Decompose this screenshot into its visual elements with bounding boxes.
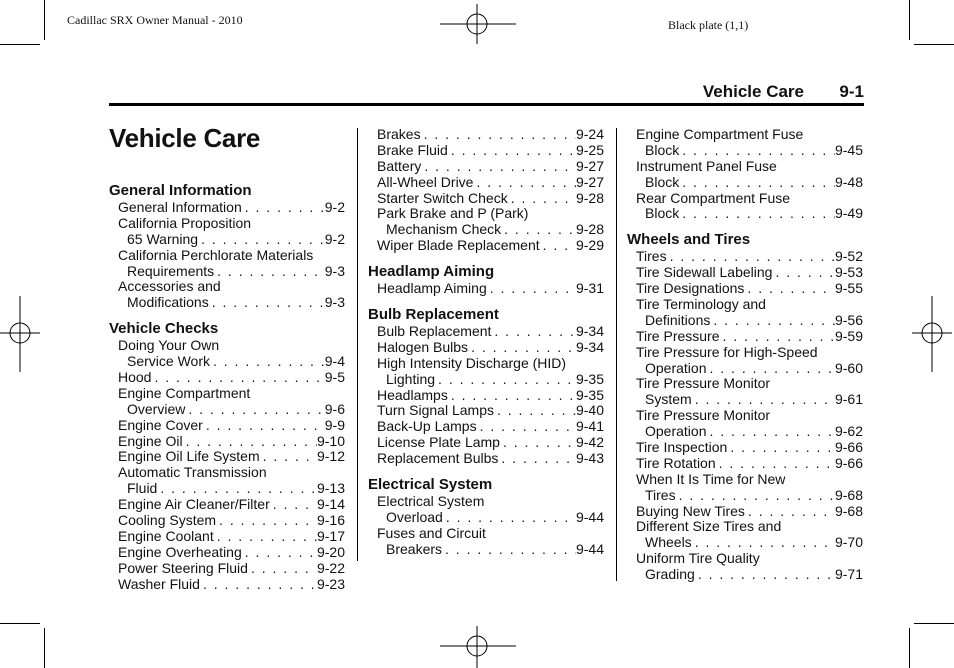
toc-entry-title: Service Work — [127, 353, 210, 370]
toc-entry[interactable] — [368, 324, 604, 340]
toc-entry-page: 9-2 — [324, 199, 345, 215]
toc-leader-dots — [203, 418, 325, 434]
toc-entry[interactable] — [368, 403, 604, 419]
toc-entry-page: 9-23 — [316, 575, 345, 592]
toc-entry-title: Headlamps — [377, 386, 448, 403]
toc-entry-page: 9-68 — [834, 502, 863, 519]
section-header-page-number: 9-1 — [839, 82, 864, 101]
toc-entry-page: 9-52 — [834, 248, 863, 265]
toc-entry[interactable] — [368, 510, 604, 526]
toc-entry-page: 9-13 — [316, 480, 345, 497]
toc-entry[interactable] — [627, 281, 863, 297]
toc-entry-line: Rear Compartment Fuse — [636, 189, 791, 206]
toc-entry-line: Tire Pressure Monitor — [636, 407, 771, 424]
toc-entry[interactable] — [109, 481, 345, 497]
toc-leader-dots — [540, 238, 576, 254]
toc-entry-title: Hood — [118, 369, 152, 386]
toc-column-1 — [109, 182, 345, 592]
toc-entry[interactable] — [368, 143, 604, 159]
toc-leader-dots — [676, 488, 835, 504]
toc-leader-dots — [679, 206, 835, 222]
toc-entry-title: Breakers — [386, 540, 443, 557]
toc-entry-title: Bulb Replacement — [377, 323, 492, 340]
toc-entry-title: Definitions — [645, 311, 711, 328]
toc-entry-line: Engine Compartment — [118, 384, 251, 401]
toc-entry-page: 9-56 — [834, 311, 863, 328]
toc-entry-title: Operation — [645, 359, 707, 376]
toc-entry-title: Requirements — [127, 262, 215, 279]
toc-entry-title: Power Steering Fluid — [118, 559, 248, 576]
toc-leader-dots — [487, 281, 576, 297]
toc-entry[interactable] — [109, 449, 345, 465]
toc-entry-page: 9-49 — [834, 205, 863, 222]
toc-entry-page: 9-3 — [324, 294, 345, 311]
registration-mark-bottom-icon — [440, 626, 516, 668]
toc-entry-title: Brake Fluid — [377, 141, 448, 158]
toc-entry-title: Engine Overheating — [118, 543, 242, 560]
toc-entry-title: Lighting — [386, 370, 436, 387]
toc-leader-dots — [443, 510, 576, 526]
toc-column-2 — [368, 127, 604, 558]
toc-leader-dots — [679, 143, 835, 159]
toc-leader-dots — [710, 313, 835, 329]
toc-leader-dots — [745, 504, 835, 520]
toc-entry[interactable] — [368, 340, 604, 356]
toc-leader-dots — [242, 200, 325, 216]
toc-entry-page: 9-35 — [575, 370, 604, 387]
toc-entry[interactable] — [368, 388, 604, 404]
toc-entry-title: General Information — [118, 199, 242, 215]
toc-entry-page: 9-24 — [575, 126, 604, 142]
toc-entry-title: Brakes — [377, 126, 421, 142]
toc-leader-dots — [216, 513, 317, 529]
toc-entry[interactable] — [109, 370, 345, 386]
toc-section-heading: General Information — [109, 182, 252, 199]
toc-entry-title: Engine Air Cleaner/Filter — [118, 496, 270, 513]
toc-entry-title: System — [645, 391, 692, 408]
toc-entry[interactable] — [368, 372, 604, 388]
toc-entry-line: Different Size Tires and — [636, 518, 782, 535]
toc-entry-title: Washer Fluid — [118, 575, 200, 592]
registration-mark-top-icon — [440, 4, 516, 44]
toc-entry-page: 9-35 — [575, 386, 604, 403]
column-divider-1 — [357, 128, 358, 561]
toc-entry-page: 9-34 — [575, 323, 604, 340]
toc-entry-title: All-Wheel Drive — [377, 173, 474, 190]
toc-leader-dots — [260, 449, 317, 465]
toc-entry-page: 9-61 — [834, 391, 863, 408]
crop-mark-top-left-h — [0, 44, 40, 45]
column-divider-2 — [616, 128, 617, 581]
chapter-title: Vehicle Care — [109, 123, 261, 153]
toc-entry-page: 9-27 — [575, 173, 604, 190]
section-header-title: Vehicle Care — [702, 82, 804, 101]
toc-entry-page: 9-27 — [575, 157, 604, 174]
toc-entry-title: Engine Oil Life System — [118, 448, 260, 465]
toc-entry-page: 9-28 — [575, 221, 604, 238]
toc-entry-line: California Perchlorate Materials — [118, 246, 314, 263]
toc-leader-dots — [720, 329, 835, 345]
toc-leader-dots — [477, 419, 576, 435]
toc-entry[interactable] — [368, 419, 604, 435]
toc-entry-title: Block — [645, 173, 680, 190]
toc-entry-page: 9-42 — [575, 434, 604, 451]
toc-section-heading: Bulb Replacement — [368, 306, 499, 324]
toc-leader-dots — [498, 451, 576, 467]
toc-entry-title: Tire Sidewall Labeling — [636, 264, 773, 281]
toc-entry[interactable] — [627, 567, 863, 583]
toc-entry[interactable] — [368, 191, 604, 207]
toc-leader-dots — [210, 354, 325, 370]
toc-entry-line: Tire Terminology and — [636, 296, 766, 313]
toc-entry-title: Tire Pressure — [636, 327, 720, 344]
toc-entry-page: 9-16 — [316, 512, 345, 529]
toc-leader-dots — [679, 175, 835, 191]
toc-entry-page: 9-3 — [324, 262, 345, 279]
toc-entry[interactable] — [627, 329, 863, 345]
toc-entry[interactable] — [368, 222, 604, 238]
toc-entry-page: 9-22 — [316, 559, 345, 576]
toc-entry[interactable] — [368, 159, 604, 175]
toc-entry-title: Halogen Bulbs — [377, 338, 469, 355]
toc-leader-dots — [508, 191, 576, 207]
crop-mark-bottom-left-v — [44, 628, 45, 668]
toc-entry-title: Wheels — [645, 534, 692, 551]
toc-entry-page: 9-12 — [316, 448, 345, 465]
toc-entry-title: Cooling System — [118, 512, 217, 529]
toc-entry-title: Tire Designations — [636, 280, 745, 297]
toc-entry[interactable] — [109, 529, 345, 545]
toc-leader-dots — [248, 561, 317, 577]
toc-leader-dots — [501, 222, 576, 238]
toc-entry-title: Engine Coolant — [118, 527, 214, 544]
toc-entry[interactable] — [109, 545, 345, 561]
toc-entry-title: Headlamp Aiming — [377, 280, 487, 297]
crop-mark-top-right-h — [914, 44, 954, 45]
toc-entry-title: Wiper Blade Replacement — [377, 237, 540, 254]
toc-entry-page: 9-6 — [324, 400, 345, 417]
toc-leader-dots — [716, 456, 835, 472]
toc-leader-dots — [727, 440, 835, 456]
toc-leader-dots — [448, 143, 576, 159]
toc-entry[interactable] — [109, 354, 345, 370]
toc-entry[interactable] — [368, 451, 604, 467]
toc-entry-page: 9-34 — [575, 338, 604, 355]
toc-entry[interactable] — [627, 143, 863, 159]
crop-mark-bottom-left-h — [0, 623, 40, 624]
toc-entry-title: Tire Inspection — [636, 439, 728, 456]
toc-entry[interactable] — [627, 361, 863, 377]
toc-leader-dots — [214, 529, 317, 545]
toc-entry[interactable] — [368, 175, 604, 191]
toc-leader-dots — [491, 324, 576, 340]
toc-entry[interactable] — [627, 249, 863, 265]
toc-entry[interactable] — [109, 200, 345, 216]
toc-entry-title: Mechanism Check — [386, 221, 502, 238]
toc-entry[interactable] — [109, 418, 345, 434]
toc-entry-title: Tires — [645, 486, 676, 503]
toc-entry-page: 9-55 — [834, 280, 863, 297]
toc-leader-dots — [435, 372, 576, 388]
toc-entry-line: Park Brake and P (Park) — [377, 205, 529, 222]
toc-leader-dots — [695, 567, 835, 583]
toc-entry[interactable] — [627, 488, 863, 504]
toc-entry[interactable] — [368, 238, 604, 254]
toc-leader-dots — [214, 264, 325, 280]
toc-entry[interactable] — [109, 434, 345, 450]
toc-entry-title: Replacement Bulbs — [377, 450, 499, 467]
section-header-rule — [109, 103, 864, 106]
toc-leader-dots — [209, 295, 325, 311]
toc-column-3 — [627, 127, 863, 583]
toc-entry-page: 9-48 — [834, 173, 863, 190]
toc-entry-title: Battery — [377, 157, 422, 174]
toc-section-heading: Headlamp Aiming — [368, 263, 495, 281]
toc-leader-dots — [744, 281, 835, 297]
crop-mark-bottom-right-v — [909, 628, 910, 668]
toc-entry-title: Fluid — [127, 480, 158, 497]
toc-leader-dots — [198, 232, 325, 248]
crop-mark-top-right-v — [909, 0, 910, 40]
toc-leader-dots — [242, 545, 317, 561]
toc-entry-title: Operation — [645, 423, 707, 440]
toc-section-heading: Vehicle Checks — [109, 320, 219, 338]
toc-entry[interactable] — [627, 206, 863, 222]
toc-leader-dots — [270, 497, 317, 513]
toc-leader-dots — [200, 577, 317, 593]
print-header-right: Black plate (1,1) — [668, 18, 749, 32]
toc-leader-dots — [468, 340, 576, 356]
toc-entry-title: Modifications — [127, 294, 209, 311]
toc-entry-title: Starter Switch Check — [377, 189, 508, 206]
toc-entry-line: High Intensity Discharge (HID) — [377, 354, 567, 371]
toc-entry-page: 9-10 — [316, 432, 345, 449]
toc-entry-line: Tire Pressure Monitor — [636, 375, 771, 392]
toc-entry-page: 9-68 — [834, 486, 863, 503]
toc-entry-title: Block — [645, 205, 680, 222]
toc-leader-dots — [473, 175, 576, 191]
toc-entry[interactable] — [627, 504, 863, 520]
toc-entry-page: 9-44 — [575, 508, 604, 525]
section-header-bar — [109, 80, 864, 106]
toc-leader-dots — [692, 535, 835, 551]
toc-entry[interactable] — [627, 535, 863, 551]
toc-entry[interactable] — [627, 424, 863, 440]
toc-entry-page: 9-4 — [324, 353, 345, 370]
toc-entry[interactable] — [627, 175, 863, 191]
toc-entry-title: Block — [645, 141, 680, 158]
toc-leader-dots — [706, 424, 834, 440]
toc-entry-title: Back-Up Lamps — [377, 418, 477, 435]
toc-leader-dots — [448, 388, 576, 404]
toc-section-heading: Electrical System — [368, 476, 493, 494]
registration-mark-left-icon — [0, 296, 40, 372]
toc-entry-line: Engine Compartment Fuse — [636, 126, 804, 142]
toc-entry-title: Turn Signal Lamps — [377, 402, 494, 419]
toc-entry[interactable] — [109, 577, 345, 593]
toc-entry-page: 9-28 — [575, 189, 604, 206]
toc-leader-dots — [500, 435, 576, 451]
toc-section-heading: Wheels and Tires — [627, 231, 751, 249]
toc-leader-dots — [692, 392, 835, 408]
crop-mark-top-left-v — [44, 0, 45, 40]
toc-entry-page: 9-14 — [316, 496, 345, 513]
toc-entry-page: 9-66 — [834, 439, 863, 456]
toc-entry-page: 9-43 — [575, 450, 604, 467]
toc-leader-dots — [421, 127, 576, 143]
toc-entry-line: Electrical System — [377, 493, 485, 510]
toc-entry[interactable] — [368, 435, 604, 451]
toc-entry-page: 9-62 — [834, 423, 863, 440]
toc-entry[interactable] — [368, 542, 604, 558]
toc-entry-title: Tires — [636, 248, 667, 265]
toc-entry-line: Accessories and — [118, 278, 221, 295]
toc-leader-dots — [157, 481, 317, 497]
toc-leader-dots — [185, 402, 324, 418]
toc-entry[interactable] — [109, 497, 345, 513]
toc-entry[interactable] — [627, 313, 863, 329]
toc-leader-dots — [667, 249, 835, 265]
toc-entry-page: 9-9 — [324, 416, 345, 433]
toc-entry-page: 9-20 — [316, 543, 345, 560]
toc-entry-line: Automatic Transmission — [118, 464, 267, 481]
toc-entry-title: Engine Cover — [118, 416, 203, 433]
toc-entry-line: California Proposition — [118, 214, 252, 231]
toc-entry[interactable] — [627, 440, 863, 456]
toc-entry[interactable] — [109, 264, 345, 280]
toc-leader-dots — [421, 159, 576, 175]
toc-entry[interactable] — [627, 265, 863, 281]
toc-entry-title: Overload — [386, 508, 443, 525]
crop-mark-bottom-right-h — [914, 623, 954, 624]
toc-entry[interactable] — [109, 232, 345, 248]
toc-entry-title: Grading — [645, 566, 695, 583]
toc-entry[interactable] — [109, 402, 345, 418]
toc-entry-title: Engine Oil — [118, 432, 183, 449]
toc-entry-page: 9-25 — [575, 141, 604, 158]
toc-entry-line: Uniform Tire Quality — [636, 550, 760, 567]
toc-entry-page: 9-40 — [575, 402, 604, 419]
toc-entry-title: Buying New Tires — [636, 502, 745, 519]
toc-entry-page: 9-71 — [834, 566, 863, 583]
toc-entry-page: 9-70 — [834, 534, 863, 551]
toc-entry-title: License Plate Lamp — [377, 434, 500, 451]
toc-entry[interactable] — [109, 295, 345, 311]
toc-leader-dots — [706, 361, 834, 377]
toc-entry-page: 9-2 — [324, 230, 345, 247]
toc-entry-page: 9-66 — [834, 454, 863, 471]
toc-entry-title: 65 Warning — [127, 230, 199, 247]
toc-entry-line: Fuses and Circuit — [377, 524, 486, 541]
toc-entry-title: Tire Rotation — [636, 454, 716, 471]
toc-entry-page: 9-29 — [575, 237, 604, 254]
toc-entry-page: 9-45 — [834, 141, 863, 158]
toc-entry-page: 9-5 — [324, 369, 345, 386]
toc-entry-line: Doing Your Own — [118, 337, 220, 354]
toc-entry-line: Instrument Panel Fuse — [636, 157, 777, 174]
toc-entry[interactable] — [109, 561, 345, 577]
toc-entry-page: 9-41 — [575, 418, 604, 435]
registration-mark-right-icon — [912, 296, 952, 372]
toc-entry-page: 9-53 — [834, 264, 863, 281]
toc-entry-page: 9-17 — [316, 527, 345, 544]
print-header-left: Cadillac SRX Owner Manual - 2010 — [67, 13, 243, 27]
toc-leader-dots — [183, 434, 317, 450]
toc-entry-page: 9-44 — [575, 540, 604, 557]
toc-entry-line: Tire Pressure for High-Speed — [636, 343, 818, 360]
toc-entry-page: 9-59 — [834, 327, 863, 344]
toc-entry-page: 9-31 — [575, 280, 604, 297]
toc-leader-dots — [772, 265, 835, 281]
toc-leader-dots — [442, 542, 576, 558]
toc-entry-line: When It Is Time for New — [636, 470, 786, 487]
toc-leader-dots — [494, 403, 576, 419]
toc-entry-page: 9-60 — [834, 359, 863, 376]
toc-entry[interactable] — [368, 127, 604, 143]
toc-entry[interactable] — [627, 392, 863, 408]
toc-entry[interactable] — [109, 513, 345, 529]
toc-leader-dots — [151, 370, 324, 386]
toc-entry[interactable] — [368, 281, 604, 297]
toc-entry[interactable] — [627, 456, 863, 472]
toc-entry-title: Overview — [127, 400, 186, 417]
